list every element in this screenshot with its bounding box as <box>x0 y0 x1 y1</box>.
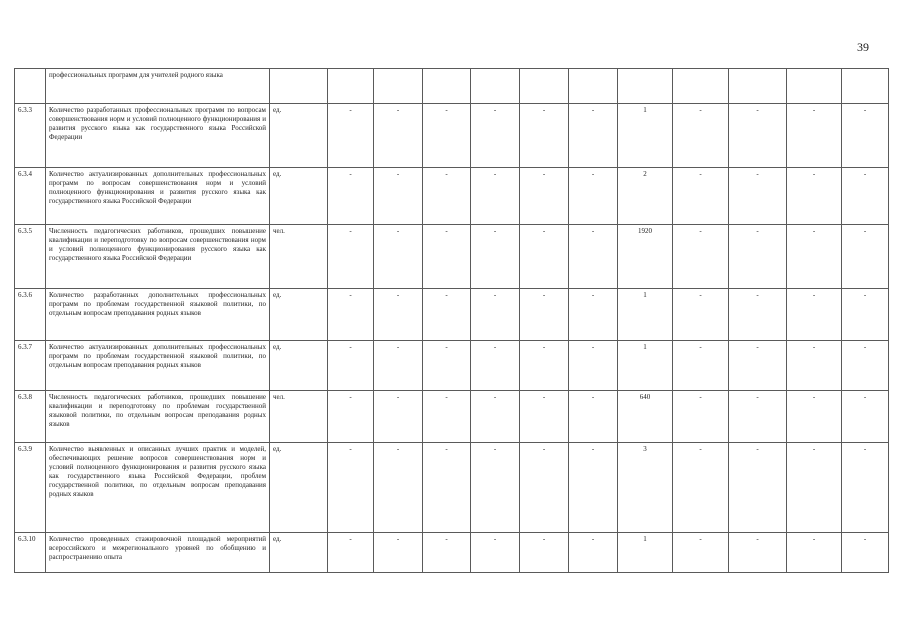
row-number-cell: 6.3.6 <box>15 289 46 341</box>
value-cell: 3 <box>618 443 673 533</box>
value-cell: - <box>729 443 787 533</box>
value-cell: 640 <box>618 391 673 443</box>
value-cell: - <box>520 533 569 573</box>
value-cell: - <box>328 225 374 289</box>
value-cell: - <box>374 289 423 341</box>
row-number-cell: 6.3.4 <box>15 168 46 225</box>
value-cell: - <box>374 533 423 573</box>
value-cell: - <box>673 391 729 443</box>
row-number-cell: 6.3.7 <box>15 341 46 391</box>
value-cell: - <box>729 168 787 225</box>
value-cell: - <box>423 443 471 533</box>
table-row <box>15 225 889 289</box>
value-cell: - <box>423 533 471 573</box>
value-cell <box>328 69 374 104</box>
unit-cell <box>270 69 328 104</box>
value-cell: - <box>520 443 569 533</box>
value-cell <box>787 69 842 104</box>
indicator-name-cell: Численность педагогических работников, прошедших повышение квалификации и переподготовку по проблемам государственной языковой политики, по отдельным вопросам преподавания родных языков <box>46 391 270 443</box>
value-cell: - <box>842 225 889 289</box>
value-cell: - <box>842 443 889 533</box>
value-cell: - <box>374 168 423 225</box>
value-cell: - <box>374 225 423 289</box>
indicator-name-cell: Количество разработанных дополнительных профессиональных программ по проблемам государственной языковой политики, по отдельным вопросам преподавания родных языков <box>46 289 270 341</box>
value-cell: - <box>569 104 618 168</box>
value-cell: - <box>787 533 842 573</box>
unit-cell: чел. <box>270 225 328 289</box>
value-cell: - <box>520 341 569 391</box>
value-cell: - <box>374 391 423 443</box>
table-row <box>15 341 889 391</box>
indicator-name-cell: Количество актуализированных дополнительных профессиональных программ по проблемам государственной языковой политики, по отдельным вопросам преподавания родных языков <box>46 341 270 391</box>
value-cell: - <box>374 341 423 391</box>
value-cell: - <box>787 341 842 391</box>
value-cell <box>374 69 423 104</box>
value-cell: - <box>520 225 569 289</box>
value-cell: - <box>423 289 471 341</box>
value-cell: 1 <box>618 341 673 391</box>
value-cell: - <box>569 341 618 391</box>
value-cell: 1920 <box>618 225 673 289</box>
value-cell: 1 <box>618 533 673 573</box>
value-cell: - <box>328 168 374 225</box>
indicator-name-cell: Численность педагогических работников, прошедших повышение квалификации и переподготовку по вопросам совершенствования норм и условий полноценного функционирования русского языка как государственного языка Российской Федерации <box>46 225 270 289</box>
value-cell: - <box>374 443 423 533</box>
value-cell: - <box>471 341 520 391</box>
value-cell: - <box>328 391 374 443</box>
unit-cell: ед. <box>270 104 328 168</box>
value-cell <box>520 69 569 104</box>
value-cell: - <box>520 168 569 225</box>
table-row <box>15 289 889 341</box>
unit-cell: ед. <box>270 289 328 341</box>
value-cell: - <box>471 391 520 443</box>
value-cell: - <box>729 104 787 168</box>
value-cell: - <box>328 533 374 573</box>
value-cell: - <box>787 443 842 533</box>
value-cell: 1 <box>618 289 673 341</box>
value-cell: - <box>842 533 889 573</box>
row-number-cell: 6.3.9 <box>15 443 46 533</box>
value-cell: - <box>842 168 889 225</box>
value-cell: - <box>423 391 471 443</box>
row-number-cell: 6.3.8 <box>15 391 46 443</box>
indicators-table <box>14 68 889 573</box>
value-cell: - <box>673 168 729 225</box>
value-cell: - <box>569 168 618 225</box>
value-cell: - <box>471 225 520 289</box>
value-cell: - <box>471 289 520 341</box>
value-cell: - <box>842 104 889 168</box>
value-cell: - <box>423 104 471 168</box>
value-cell <box>471 69 520 104</box>
value-cell: - <box>374 104 423 168</box>
value-cell <box>673 69 729 104</box>
value-cell: - <box>569 225 618 289</box>
value-cell: 1 <box>618 104 673 168</box>
value-cell: - <box>569 391 618 443</box>
row-number-cell: 6.3.10 <box>15 533 46 573</box>
table-row <box>15 69 889 104</box>
value-cell: - <box>842 341 889 391</box>
table-row <box>15 104 889 168</box>
value-cell: - <box>569 533 618 573</box>
value-cell: - <box>328 289 374 341</box>
indicator-name-cell: Количество выявленных и описанных лучших практик и моделей, обеспечивающих решение вопросов совершенствования норм и условий полноценного функционирования и развития русского языка как государственного языка Российской Федерации, проблем государственной политики, по отдельным вопросам преподавания родных языков <box>46 443 270 533</box>
value-cell: - <box>842 391 889 443</box>
value-cell: - <box>520 391 569 443</box>
page-number: 39 <box>857 40 869 54</box>
value-cell <box>618 69 673 104</box>
table-row <box>15 391 889 443</box>
unit-cell: чел. <box>270 391 328 443</box>
value-cell: - <box>787 391 842 443</box>
value-cell: - <box>471 533 520 573</box>
indicator-name-cell: Количество разработанных профессиональных программ по вопросам совершенствования норм и условий полноценного функционирования и развития русского языка как государственного языка Российской Федерации <box>46 104 270 168</box>
value-cell: - <box>673 443 729 533</box>
table-row <box>15 168 889 225</box>
unit-cell: ед. <box>270 443 328 533</box>
value-cell: - <box>423 168 471 225</box>
value-cell: - <box>471 443 520 533</box>
value-cell: - <box>328 341 374 391</box>
value-cell: - <box>423 225 471 289</box>
value-cell <box>729 69 787 104</box>
value-cell: - <box>471 168 520 225</box>
value-cell: - <box>520 289 569 341</box>
row-number-cell <box>15 69 46 104</box>
value-cell: - <box>328 443 374 533</box>
table-row <box>15 443 889 533</box>
value-cell: - <box>729 341 787 391</box>
value-cell: - <box>842 289 889 341</box>
value-cell: - <box>729 533 787 573</box>
value-cell <box>842 69 889 104</box>
indicator-name-cell: Количество проведенных стажировочной площадкой мероприятий всероссийского и межрегионального уровней по обобщению и распространению опыта <box>46 533 270 573</box>
value-cell: - <box>787 289 842 341</box>
value-cell: - <box>423 341 471 391</box>
value-cell: - <box>673 104 729 168</box>
value-cell: - <box>787 104 842 168</box>
value-cell: - <box>328 104 374 168</box>
value-cell <box>569 69 618 104</box>
value-cell: - <box>673 341 729 391</box>
table-row <box>15 533 889 573</box>
value-cell: - <box>673 225 729 289</box>
value-cell: 2 <box>618 168 673 225</box>
indicator-name-cell: профессиональных программ для учителей родного языка <box>46 69 270 104</box>
indicator-name-cell: Количество актуализированных дополнительных профессиональных программ по вопросам совершенствования норм и условий полноценного функционирования и развития русского языка как государственного языка Российской Федерации <box>46 168 270 225</box>
unit-cell: ед. <box>270 341 328 391</box>
value-cell: - <box>569 443 618 533</box>
value-cell: - <box>673 289 729 341</box>
row-number-cell: 6.3.3 <box>15 104 46 168</box>
row-number-cell: 6.3.5 <box>15 225 46 289</box>
unit-cell: ед. <box>270 533 328 573</box>
value-cell: - <box>729 391 787 443</box>
value-cell <box>423 69 471 104</box>
value-cell: - <box>787 225 842 289</box>
value-cell: - <box>520 104 569 168</box>
value-cell: - <box>569 289 618 341</box>
value-cell: - <box>729 225 787 289</box>
unit-cell: ед. <box>270 168 328 225</box>
value-cell: - <box>729 289 787 341</box>
value-cell: - <box>471 104 520 168</box>
value-cell: - <box>787 168 842 225</box>
value-cell: - <box>673 533 729 573</box>
